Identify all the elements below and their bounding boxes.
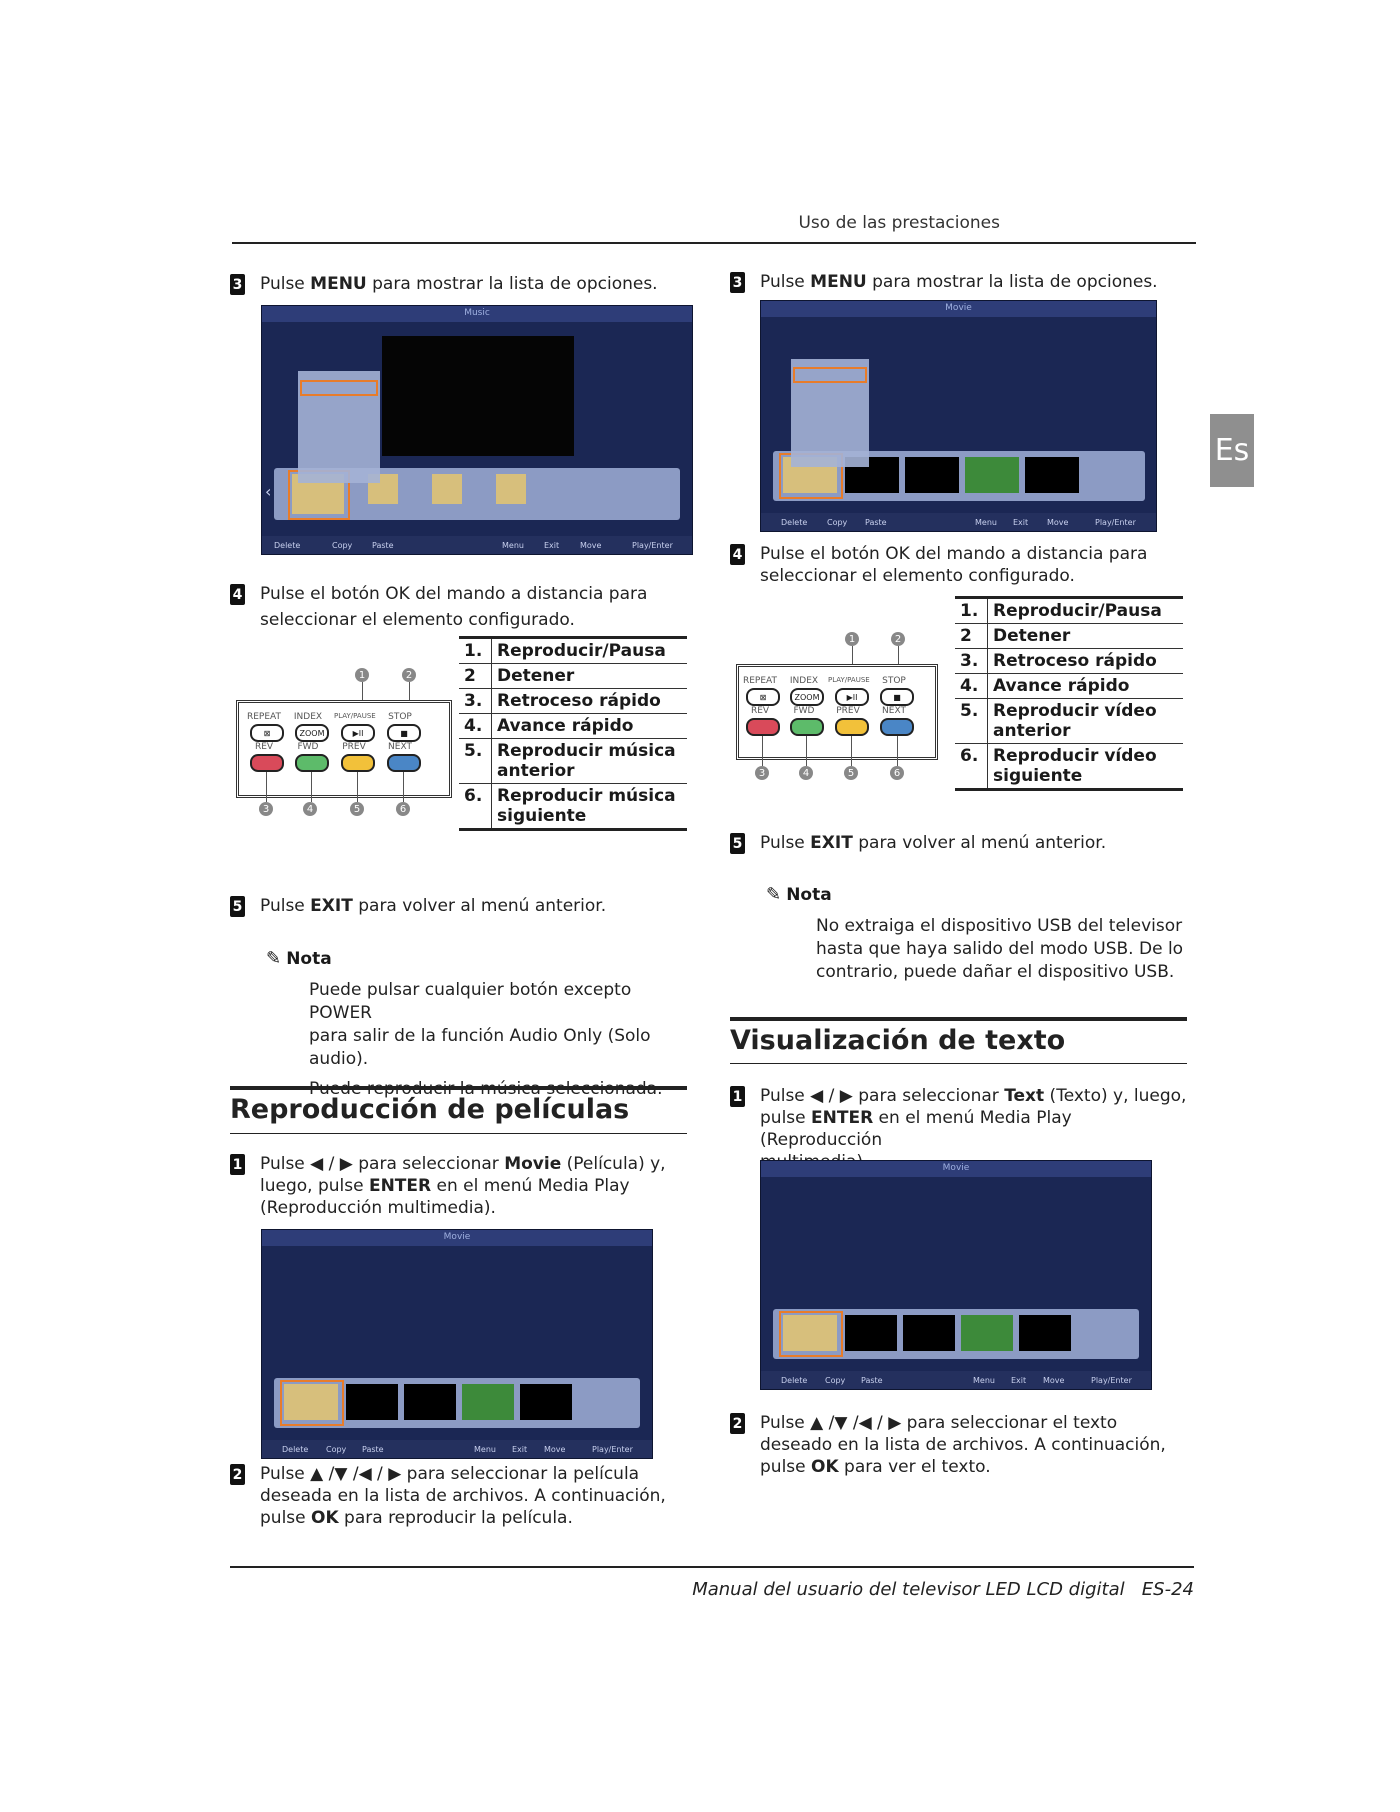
callout-5: 5 [350, 802, 364, 816]
key-table-right [955, 596, 1183, 791]
note-body-right: No extraiga el dispositivo USB del televisor hasta que haya salido del modo USB. De lo contrario, puede dañar el dispositivo USB. [816, 916, 1184, 982]
callout-4: 4 [303, 802, 317, 816]
selection-frame [280, 1380, 344, 1426]
table-row: 3. Retroceso rápido [459, 689, 687, 714]
running-header: Uso de las prestaciones [798, 213, 1000, 233]
prev-button [835, 718, 869, 736]
stop-button: ■ [387, 724, 421, 742]
callout-5: 5 [844, 766, 858, 780]
screen-title: Movie [945, 303, 972, 313]
section-title-text: Visualización de texto [730, 1025, 1066, 1056]
table-row: 6. Reproducir vídeo siguiente [955, 744, 1183, 789]
step-text-line2: seleccionar el elemento configurado. [260, 610, 575, 630]
table-row: 2 Detener [955, 624, 1183, 649]
step-text: Pulse EXIT para volver al menú anterior. [760, 833, 1107, 853]
screen-title: Music [464, 308, 490, 318]
screen-title-bar [262, 306, 692, 322]
callout-1: 1 [355, 668, 369, 682]
right-step5 [730, 832, 1106, 854]
right-step3 [730, 271, 1158, 293]
preview-area [382, 336, 574, 456]
thumb-video [1019, 1315, 1071, 1351]
callout-3: 3 [755, 766, 769, 780]
step-text: Pulse EXIT para volver al menú anterior. [260, 896, 607, 916]
play-pause-button: ▶II [835, 688, 869, 706]
thumb-video [404, 1384, 456, 1420]
step-number: 4 [230, 584, 245, 605]
right-step1: 1 Pulse ◀ / ▶ para seleccionar Text (Texto) y, luego, pulse ENTER en el menú Media Play (Reproducción [730, 1085, 1190, 1173]
thumb-music-icon [432, 474, 462, 504]
callout-6: 6 [890, 766, 904, 780]
callout-6: 6 [396, 802, 410, 816]
table-row: 4. Avance rápido [955, 674, 1183, 699]
repeat-button: ⊠ [746, 688, 780, 706]
screen-title: Movie [942, 1163, 970, 1173]
rev-button [250, 754, 284, 772]
table-row: 3. Retroceso rápido [955, 649, 1183, 674]
thumb-video [1025, 457, 1079, 493]
language-tab: Es [1210, 414, 1254, 487]
movie-menu-screenshot: Movie Delete Copy Paste Menu Exit Move Play/Enter [760, 300, 1157, 532]
section-title-movies: Reproducción de películas [230, 1094, 630, 1125]
pencil-icon: ✎ [266, 948, 282, 969]
table-row: 4. Avance rápido [459, 714, 687, 739]
stop-button: ■ [880, 688, 914, 706]
thumb-music-icon [496, 474, 526, 504]
page-number: ES-24 [1141, 1579, 1194, 1600]
callout-4: 4 [799, 766, 813, 780]
section-rule-top [730, 1017, 1187, 1021]
thumb-video [903, 1315, 955, 1351]
thumb-video [905, 457, 959, 493]
pencil-icon: ✎ [766, 884, 782, 905]
menu-selection [793, 367, 867, 383]
section-rule-bottom [230, 1133, 687, 1134]
step-number: 3 [230, 274, 245, 295]
step-number: 5 [230, 896, 245, 917]
section-rule-top [230, 1086, 687, 1090]
rev-button [746, 718, 780, 736]
remote-diagram-left: 1 2 REPEAT INDEX PLAY/PAUSE STOP ⊠ ZOOM ▶II ■ REV FWD PREV NEXT 3 4 5 6 [236, 662, 450, 832]
step-text: Pulse MENU para mostrar la lista de opciones. [260, 274, 658, 294]
thumb-video [462, 1384, 514, 1420]
thumb-video [346, 1384, 398, 1420]
selection-frame [779, 1311, 843, 1357]
footer: Manual del usuario del televisor LED LCD digital ES-24 [692, 1579, 1194, 1600]
screen-title: Movie [443, 1232, 471, 1242]
step-number: 1 [730, 1086, 745, 1107]
table-row: 1. Reproducir/Pausa [459, 639, 687, 664]
text-screenshot: Movie Delete Copy Paste Menu Exit Move Play/Enter [760, 1160, 1152, 1390]
note-body-left: Puede pulsar cualquier botón excepto POWER para salir de la función Audio Only (Solo audio). [309, 980, 651, 1069]
thumb-video [961, 1315, 1013, 1351]
callout-2: 2 [891, 632, 905, 646]
zoom-button: ZOOM [295, 724, 329, 742]
repeat-button: ⊠ [250, 724, 284, 742]
step-number: 5 [730, 833, 745, 854]
next-button [387, 754, 421, 772]
right-step2: 2 Pulse ▲ /▼ /◀ / ▶ para seleccionar el texto deseado en la lista de archivos. A continuación, pulse OK para ver el texto. [730, 1412, 1200, 1478]
step-number: 2 [730, 1413, 745, 1434]
table-row: 1. Reproducir/Pausa [955, 599, 1183, 624]
callout-3: 3 [259, 802, 273, 816]
right-step4: 4 Pulse el botón OK del mando a distancia para seleccionar el elemento configurado. [730, 543, 1170, 587]
footer-rule [230, 1566, 1194, 1568]
step-number: 2 [230, 1464, 245, 1485]
step-number: 3 [730, 272, 745, 293]
zoom-button: ZOOM [790, 688, 824, 706]
left-step1: 1 Pulse ◀ / ▶ para seleccionar Movie (Película) y, luego, pulse ENTER en el menú Media Play (Reproducción multimedia). [230, 1153, 690, 1219]
remote-diagram-right: 1 2 REPEAT INDEX PLAY/PAUSE STOP ⊠ ZOOM ▶II ■ REV FWD PREV NEXT 3 4 5 6 [736, 630, 950, 800]
step-number: 4 [730, 544, 745, 565]
left-step2: 2 Pulse ▲ /▼ /◀ / ▶ para seleccionar la película deseada en la lista de archivos. A continuación, pulse OK para reproducir la película. [230, 1463, 700, 1529]
step-text-line1: Pulse el botón OK del mando a distancia para [260, 584, 648, 604]
key-table-left [459, 636, 687, 831]
note-heading-right: ✎ Nota [766, 884, 832, 905]
section-rule-bottom [730, 1063, 1187, 1064]
next-button [880, 718, 914, 736]
thumb-video [965, 457, 1019, 493]
scroll-left-icon: ‹ [265, 482, 272, 501]
fwd-button [790, 718, 824, 736]
table-row: 2 Detener [459, 664, 687, 689]
prev-button [341, 754, 375, 772]
fwd-button [295, 754, 329, 772]
left-step3 [230, 273, 658, 295]
thumb-video [520, 1384, 572, 1420]
play-pause-button: ▶II [341, 724, 375, 742]
header-rule [232, 242, 1196, 244]
callout-1: 1 [845, 632, 859, 646]
left-step5 [230, 895, 606, 917]
menu-selection [300, 380, 378, 396]
hint-bar: Delete Copy Paste Menu Exit Move Play/Enter [262, 536, 692, 554]
table-row: 6. Reproducir música siguiente [459, 784, 687, 829]
step-number: 1 [230, 1154, 245, 1175]
note-heading-left: ✎ Nota [266, 948, 332, 969]
music-screenshot [261, 305, 693, 555]
thumb-video [845, 1315, 897, 1351]
left-step4 [230, 583, 670, 631]
step-text: Pulse MENU para mostrar la lista de opciones. [760, 272, 1158, 292]
movie-screenshot: Movie Delete Copy Paste Menu Exit Move Play/Enter [261, 1229, 653, 1459]
callout-2: 2 [402, 668, 416, 682]
table-row: 5. Reproducir vídeo anterior [955, 699, 1183, 744]
table-row: 5. Reproducir música anterior [459, 739, 687, 784]
